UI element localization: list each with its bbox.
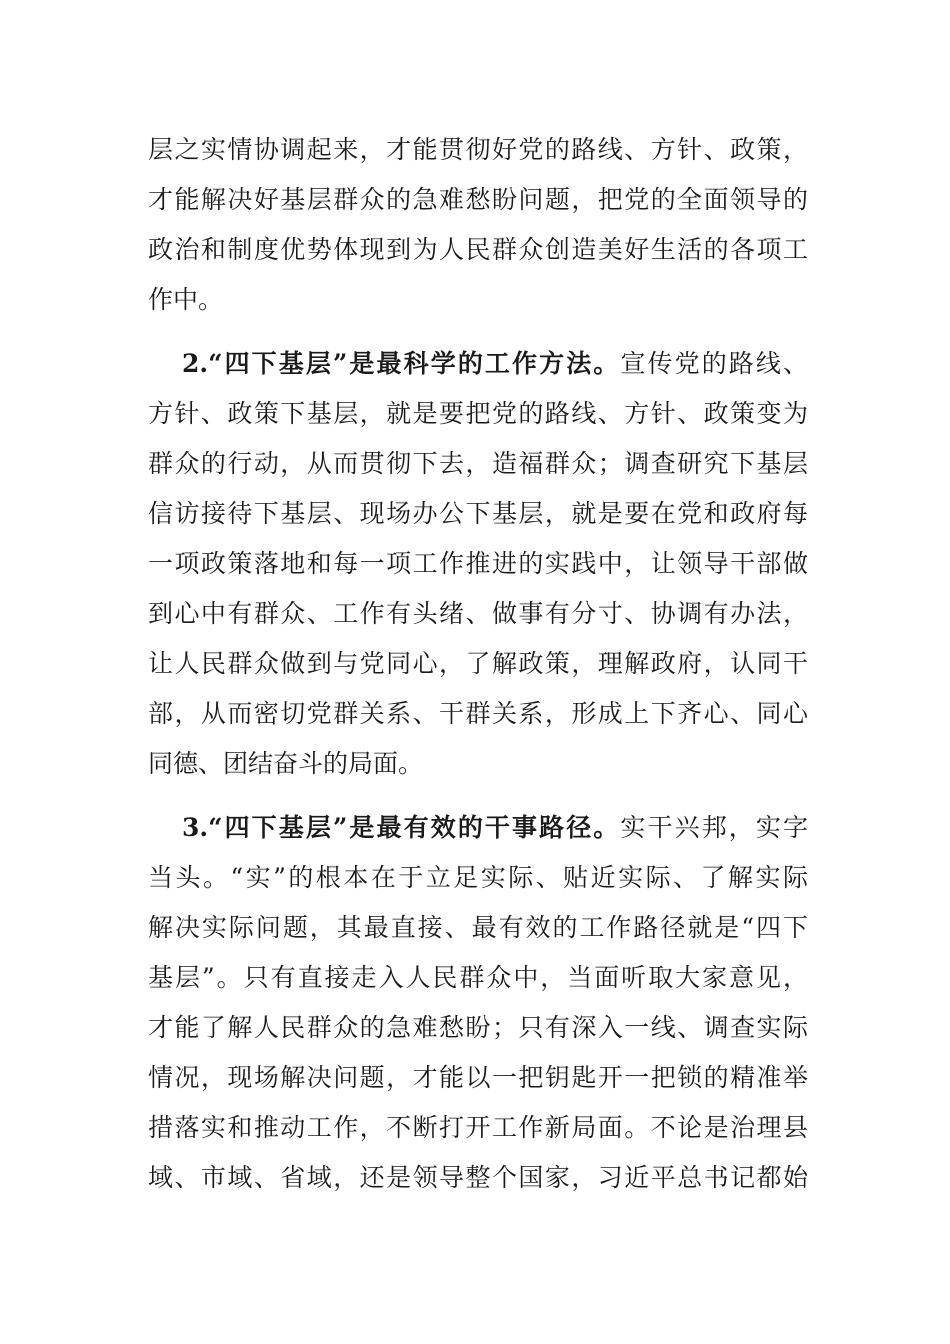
body-text-line: 信访接待下基层、现场办公下基层，就是要在党和政府每 <box>148 499 808 528</box>
paragraph-heading: 2.“四下基层”是最科学的工作方法。 <box>182 349 621 378</box>
paragraph-text: 宣传党的路线、 <box>620 349 808 378</box>
body-text-line: 作中。 <box>148 285 224 314</box>
body-text-line: 同德、团结奋斗的局面。 <box>148 749 424 778</box>
paragraph-first-line <box>182 346 808 382</box>
body-text-line: 到心中有群众、工作有头绪、做事有分寸、协调有办法， <box>148 599 808 628</box>
body-text-line: 政治和制度优势体现到为人民群众创造美好生活的各项工 <box>148 235 808 264</box>
body-text-line: 层之实情协调起来，才能贯彻好党的路线、方针、政策， <box>148 135 808 164</box>
body-text-line: 解决实际问题，其最直接、最有效的工作路径就是“四下 <box>148 913 808 942</box>
body-text-line: 群众的行动，从而贯彻下去，造福群众；调查研究下基层 <box>148 449 808 478</box>
body-text-line: 措落实和推动工作，不断打开工作新局面。不论是治理县 <box>148 1113 808 1142</box>
body-text-line: 方针、政策下基层，就是要把党的路线、方针、政策变为 <box>148 399 808 428</box>
paragraph-heading: 3.“四下基层”是最有效的干事路径。 <box>182 813 621 842</box>
paragraph-text: 实干兴邦，实字 <box>620 813 808 842</box>
body-text-line: 当头。“实”的根本在于立足实际、贴近实际、了解实际 <box>148 863 808 892</box>
body-text-line: 让人民群众做到与党同心，了解政策，理解政府，认同干 <box>148 649 808 678</box>
body-text-line: 域、市域、省域，还是领导整个国家，习近平总书记都始 <box>148 1163 808 1192</box>
paragraph-first-line <box>182 810 808 846</box>
body-text-line: 部，从而密切党群关系、干群关系，形成上下齐心、同心 <box>148 699 808 728</box>
body-text-line: 基层”。只有直接走入人民群众中，当面听取大家意见， <box>148 963 808 992</box>
body-text-line: 情况，现场解决问题，才能以一把钥匙开一把锁的精准举 <box>148 1063 808 1092</box>
body-text-line: 才能了解人民群众的急难愁盼；只有深入一线、调查实际 <box>148 1013 808 1042</box>
body-text-line: 一项政策落地和每一项工作推进的实践中，让领导干部做 <box>148 549 808 578</box>
body-text-line: 才能解决好基层群众的急难愁盼问题，把党的全面领导的 <box>148 185 808 214</box>
